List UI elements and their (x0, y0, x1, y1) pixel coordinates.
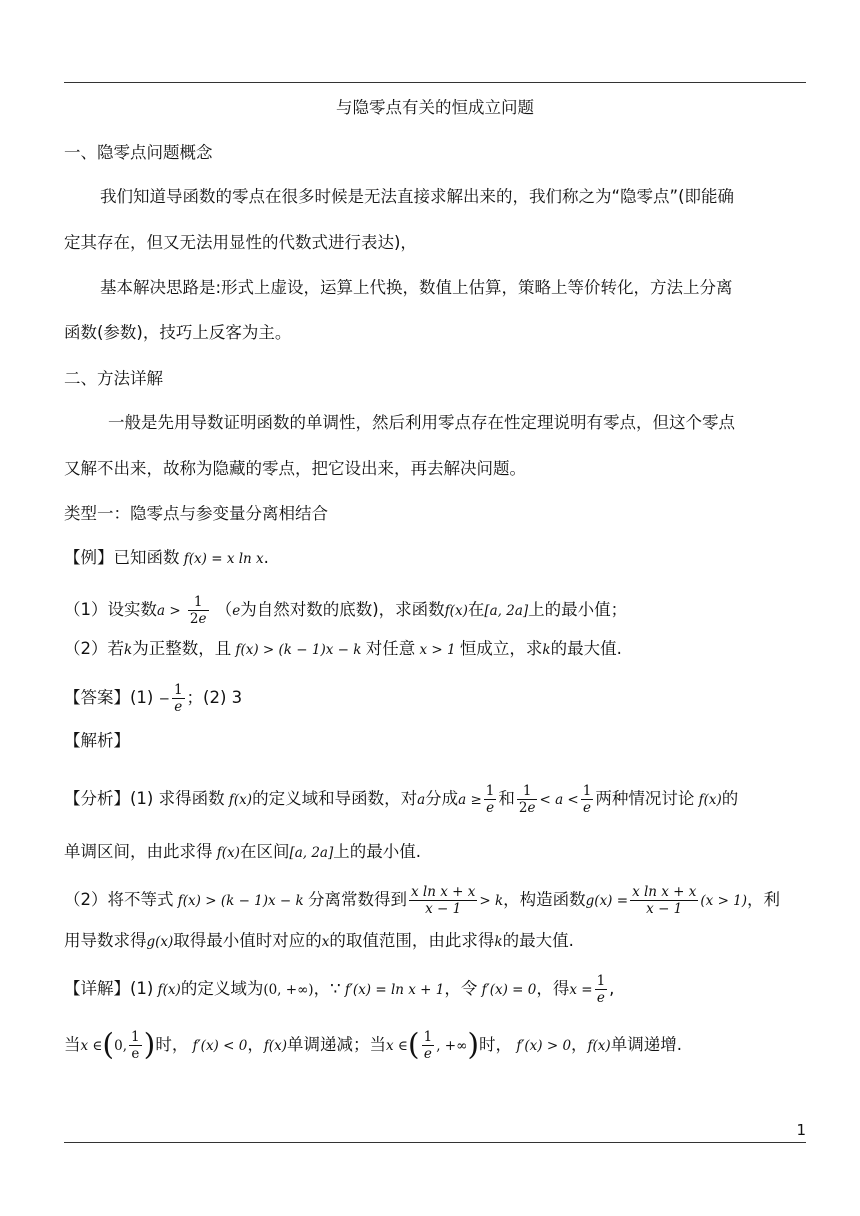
paragraph-2-line-1: 基本解决思路是:形式上虚设，运算上代换，数值上估算，策略上等价转化，方法上分离 (100, 278, 733, 297)
paragraph-1-line-1: 我们知道导函数的零点在很多时候是无法直接求解出来的，我们称之为“隐零点”(即能确 (100, 187, 735, 206)
paragraph-1-line-2: 定其存在，但又无法用显性的代数式进行表达)， (64, 233, 417, 252)
example-statement: 【例】已知函数 f(x) = x ln x. (64, 548, 269, 567)
example-function-formula: f(x) = x ln x (179, 551, 264, 567)
paragraph-3-line-1: 一般是先用导数证明函数的单调性，然后利用零点存在性定理说明有零点，但这个零点 (108, 413, 735, 432)
page-number: 1 (796, 1121, 806, 1139)
question-2: （2）若k为正整数，且 f(x) > (k − 1)x − k 对任意 x > 1 恒成立，求k的最大值. (64, 639, 622, 658)
answer-line: 【答案】(1) − $\frac{1}{e}$ ；(2) 3 (64, 682, 243, 715)
analysis-line-3: （2）将不等式 f(x) > (k − 1)x − k 分离常数得到 $\frac{\text{x ln x + x}}{x - 1}$ > k，构造函数g(x) = $\frac{\text{x ln x + x}}{x - 1}$ (x > 1)，利 (64, 884, 781, 917)
type-heading: 类型一：隐零点与参变量分离相结合 (64, 504, 328, 523)
document-title: 与隐零点有关的恒成立问题 (336, 98, 534, 117)
detail-line-1: 【详解】(1) f(x)的定义域为(0, +∞)，∵ f′(x) = ln x + 1，令 f′(x) = 0，得x = $\frac{1}{e}$ , (64, 973, 615, 1006)
detail-line-2: 当x ∈(0, $\frac{1}{e}$ )时， f′(x) < 0，f(x)单调递减；当x ∈( $\frac{1}{e}$ , +∞)时， f′(x) > 0，f(x)单调递增. (64, 1027, 682, 1063)
analysis-heading: 【解析】 (64, 731, 130, 750)
fraction-1-over-2e: $\frac{1}{2e}$ (189, 594, 207, 627)
paragraph-3-line-2: 又解不出来，故称为隐藏的零点，把它设出来，再去解决问题。 (64, 459, 526, 478)
section-heading-1: 一、隐零点问题概念 (64, 143, 213, 162)
question-1: （1）设实数a > $\frac{1}{2e}$ （e为自然对数的底数)，求函数f(x)在[a, 2a]上的最小值； (64, 594, 628, 627)
footer-rule (64, 1142, 806, 1143)
section-heading-2: 二、方法详解 (64, 369, 163, 388)
analysis-line-4: 用导数求得g(x)取得最小值时对应的x的取值范围，由此求得k的最大值. (64, 931, 574, 950)
fraction-1-over-e: $\frac{1}{e}$ (173, 682, 183, 715)
header-rule (64, 82, 806, 83)
analysis-line-1: 【分析】(1) 求得函数 f(x)的定义域和导函数，对a分成a ≥ $\frac{1}{e}$ 和 $\frac{1}{2e}$ < a < $\frac{1}{e}$ 两种情况讨论 f(x)的 (64, 783, 739, 816)
paragraph-2-line-2: 函数(参数)，技巧上反客为主。 (64, 323, 292, 342)
analysis-line-2: 单调区间，由此求得 f(x)在区间[a, 2a]上的最小值. (64, 842, 421, 861)
